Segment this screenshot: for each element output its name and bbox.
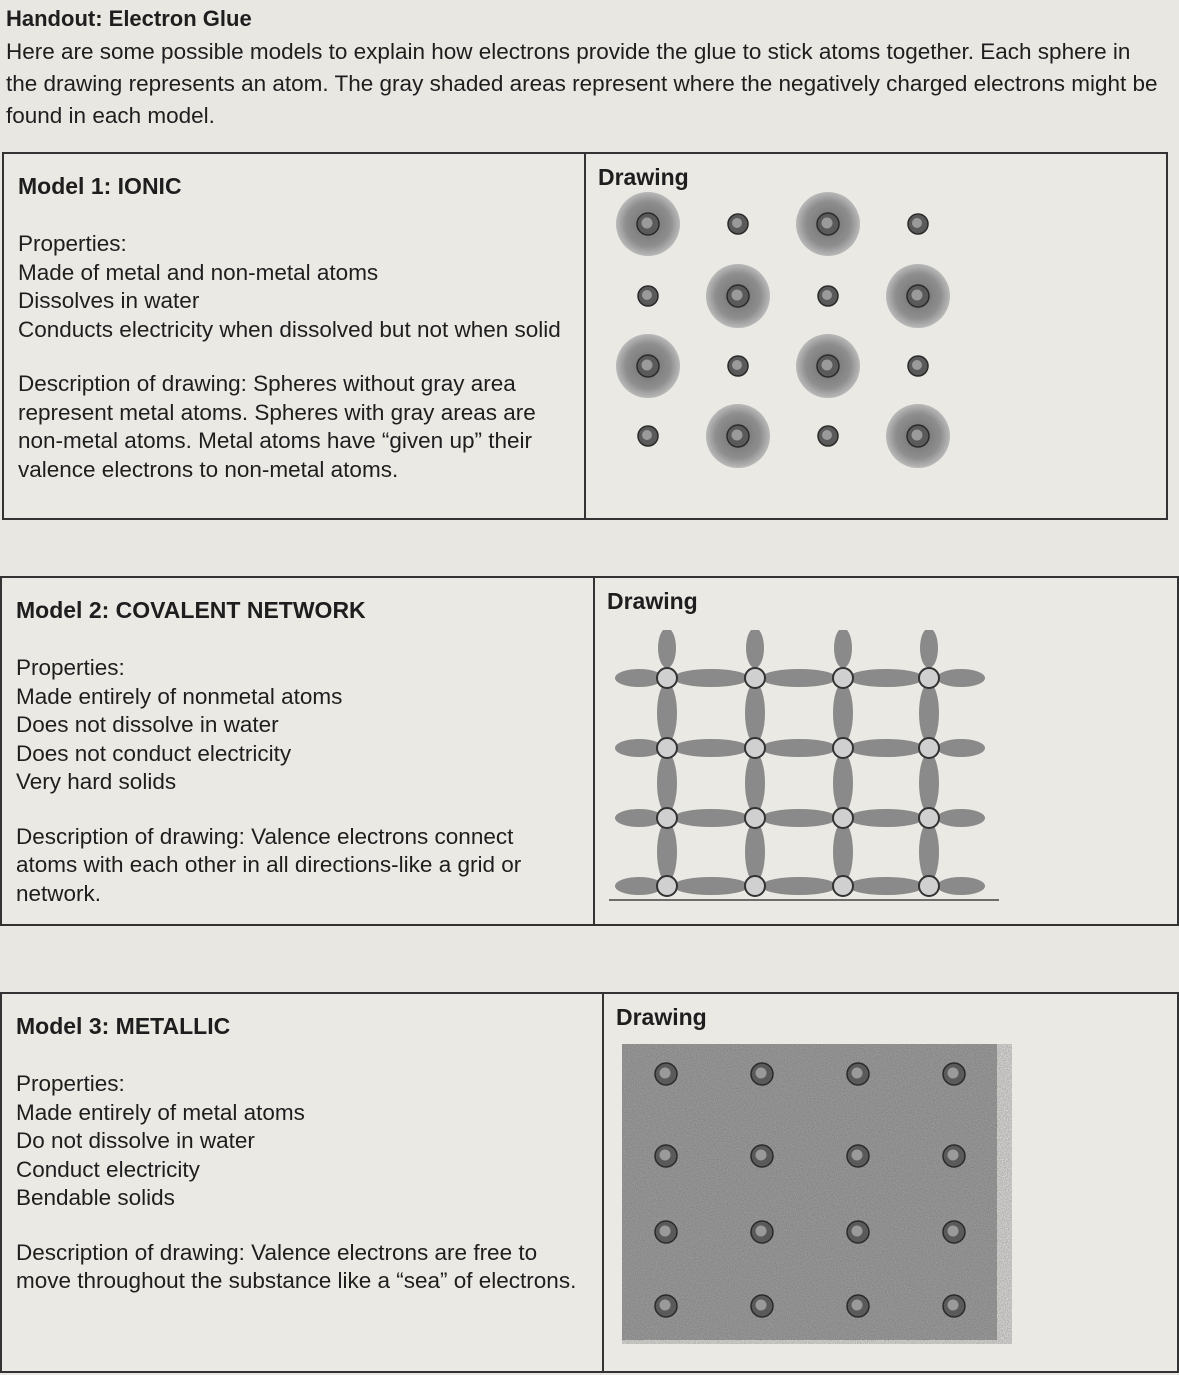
bond-cloud: [937, 669, 985, 687]
model-3-metallic-box: [0, 992, 1179, 1373]
bond-cloud: [919, 683, 939, 743]
bond-cloud: [920, 630, 938, 668]
bond-cloud: [745, 753, 765, 813]
atom-nucleus: [919, 738, 939, 758]
model-1-property: Dissolves in water: [18, 288, 200, 313]
model-1-text: [4, 154, 586, 518]
model-3-property: Do not dissolve in water: [16, 1128, 255, 1153]
atom-highlight: [660, 1068, 671, 1079]
model-2-text: [2, 578, 595, 924]
model-1-ionic-box: [2, 152, 1168, 520]
atom-nucleus: [657, 876, 677, 896]
bond-cloud: [848, 877, 924, 895]
ionic-lattice-drawing: [606, 192, 986, 482]
handout-intro: Here are some possible models to explain how electrons provide the glue to stick atoms together. Each sphere in the drawing represents an atom. The gray shaded areas represent where the negatively charged electrons might be found in each model.: [6, 39, 1158, 128]
bond-cloud: [745, 683, 765, 743]
atom-nucleus: [745, 738, 765, 758]
bond-cloud: [937, 739, 985, 757]
bond-cloud: [657, 822, 677, 882]
atom-highlight: [756, 1150, 767, 1161]
atom-highlight: [822, 360, 833, 371]
atom-nucleus: [833, 876, 853, 896]
atom-highlight: [660, 1226, 671, 1237]
bond-cloud: [919, 822, 939, 882]
atom-highlight: [756, 1300, 767, 1311]
atom-highlight: [732, 218, 742, 228]
atom-nucleus: [745, 808, 765, 828]
bond-cloud: [615, 877, 663, 895]
bond-cloud: [658, 630, 676, 668]
atom-highlight: [642, 360, 653, 371]
atom-nucleus: [657, 668, 677, 688]
atom-nucleus: [919, 876, 939, 896]
atom-highlight: [732, 290, 743, 301]
atom-nucleus: [833, 808, 853, 828]
bond-cloud: [848, 739, 924, 757]
atom-highlight: [732, 360, 742, 370]
atom-highlight: [912, 290, 923, 301]
bond-cloud: [673, 669, 749, 687]
atom-highlight: [642, 218, 653, 229]
atom-highlight: [912, 218, 922, 228]
bond-cloud: [746, 630, 764, 668]
atom-highlight: [912, 430, 923, 441]
bond-cloud: [833, 822, 853, 882]
atom-highlight: [822, 290, 832, 300]
bond-cloud: [919, 753, 939, 813]
bond-cloud: [615, 809, 663, 827]
atom-highlight: [852, 1068, 863, 1079]
metallic-sea-drawing: [622, 1044, 1012, 1344]
model-3-drawing-area: [604, 994, 1177, 1371]
model-2-drawing-area: [595, 578, 1177, 924]
bond-cloud: [848, 809, 924, 827]
handout-header: [6, 6, 1166, 132]
atom-highlight: [660, 1150, 671, 1161]
bond-cloud: [833, 683, 853, 743]
handout-title: Handout: Electron Glue: [6, 6, 252, 31]
bond-cloud: [657, 753, 677, 813]
bond-cloud: [761, 669, 837, 687]
bond-cloud: [615, 669, 663, 687]
model-2-title: Model 2: COVALENT NETWORK: [16, 597, 366, 623]
bond-cloud: [937, 877, 985, 895]
model-2-property: Does not conduct electricity: [16, 740, 292, 766]
atom-highlight: [852, 1300, 863, 1311]
atom-highlight: [822, 430, 832, 440]
model-2-properties-label: Properties:: [16, 655, 125, 680]
atom-highlight: [852, 1226, 863, 1237]
model-3-properties-label: Properties:: [16, 1071, 125, 1096]
atom-highlight: [732, 430, 743, 441]
atom-highlight: [642, 430, 652, 440]
model-2-property: Very hard solids: [16, 769, 177, 794]
model-1-description: Description of drawing: Spheres without gray area represent metal atoms. Spheres with gray areas are non-metal atoms. Metal atoms have “given up” their valence electrons to non-metal atoms.: [18, 371, 536, 482]
atom-nucleus: [745, 668, 765, 688]
model-1-drawing-area: [586, 154, 1166, 518]
atom-highlight: [756, 1226, 767, 1237]
atom-nucleus: [919, 668, 939, 688]
bond-cloud: [657, 683, 677, 743]
bond-cloud: [834, 630, 852, 668]
model-3-title: Model 3: METALLIC: [16, 1013, 231, 1039]
bond-cloud: [848, 669, 924, 687]
model-2-drawing-label: Drawing: [607, 588, 698, 614]
atom-highlight: [948, 1150, 959, 1161]
atom-highlight: [948, 1226, 959, 1237]
atom-nucleus: [833, 668, 853, 688]
electron-sea-texture: [622, 1044, 997, 1340]
atom-highlight: [912, 360, 922, 370]
atom-highlight: [822, 218, 833, 229]
model-1-properties-label: Properties:: [18, 231, 127, 256]
bond-cloud: [761, 739, 837, 757]
model-3-text: [2, 994, 604, 1371]
atom-nucleus: [745, 876, 765, 896]
bond-cloud: [937, 809, 985, 827]
model-1-drawing-label: Drawing: [598, 164, 689, 190]
bond-cloud: [673, 739, 749, 757]
atom-highlight: [756, 1068, 767, 1079]
atom-highlight: [948, 1300, 959, 1311]
model-2-property: Does not dissolve in water: [16, 712, 279, 737]
model-1-title: Model 1: IONIC: [18, 173, 182, 199]
model-3-property: Bendable solids: [16, 1185, 175, 1210]
atom-highlight: [660, 1300, 671, 1311]
model-2-description: Description of drawing: Valence electrons connect atoms with each other in all directions-like a grid or network.: [16, 823, 522, 906]
atom-highlight: [642, 290, 652, 300]
bond-cloud: [745, 822, 765, 882]
model-3-property: Conduct electricity: [16, 1156, 200, 1182]
atom-nucleus: [833, 738, 853, 758]
model-3-description: Description of drawing: Valence electrons are free to move throughout the substance like a “sea” of electrons.: [16, 1239, 577, 1293]
covalent-network-drawing: [609, 630, 1009, 910]
atom-highlight: [948, 1068, 959, 1079]
bond-cloud: [761, 809, 837, 827]
atom-nucleus: [919, 808, 939, 828]
model-2-property: Made entirely of nonmetal atoms: [16, 683, 343, 709]
atom-nucleus: [657, 738, 677, 758]
model-3-property: Made entirely of metal atoms: [16, 1099, 305, 1125]
bond-cloud: [673, 877, 749, 895]
atom-highlight: [852, 1150, 863, 1161]
bond-cloud: [761, 877, 837, 895]
bond-cloud: [673, 809, 749, 827]
bond-cloud: [615, 739, 663, 757]
model-1-property: Made of metal and non-metal atoms: [18, 259, 379, 285]
model-3-drawing-label: Drawing: [616, 1004, 707, 1030]
model-2-covalent-box: [0, 576, 1179, 926]
atom-nucleus: [657, 808, 677, 828]
model-1-property: Conducts electricity when dissolved but not when solid: [18, 316, 561, 342]
bond-cloud: [833, 753, 853, 813]
